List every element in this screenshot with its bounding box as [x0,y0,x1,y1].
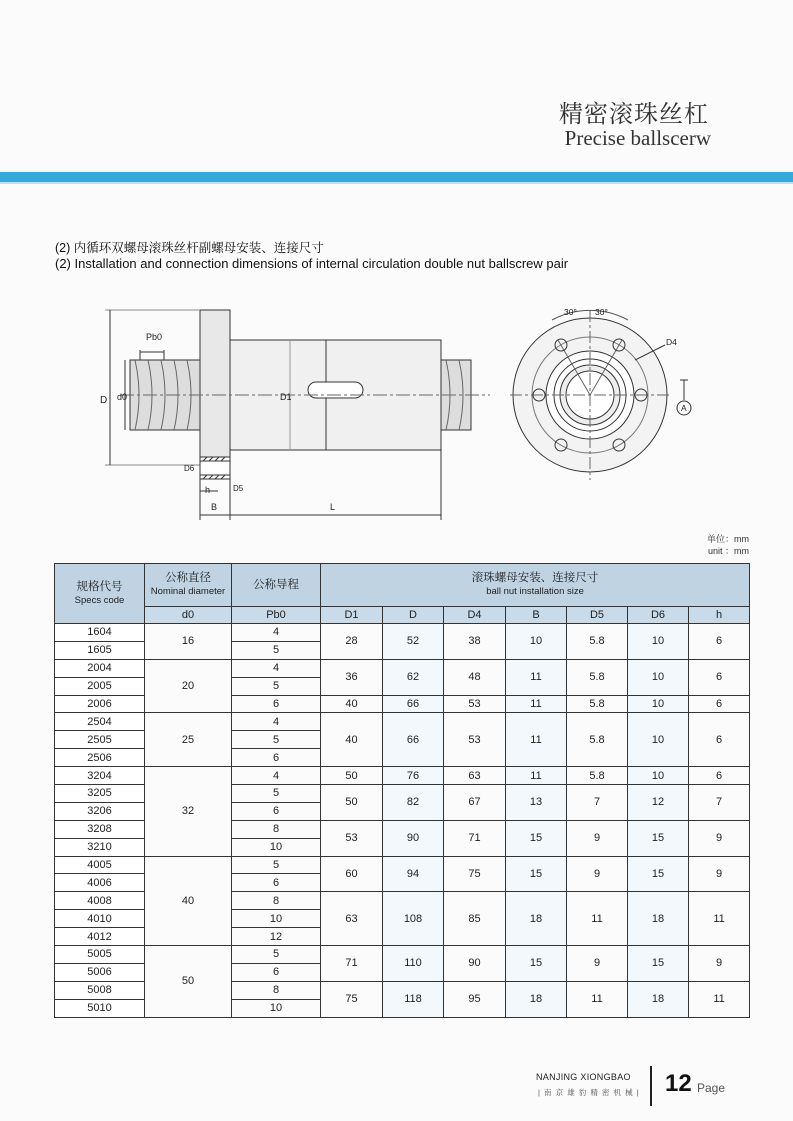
cell-h: 6 [689,713,750,767]
unit-label-en: unit ：mm [707,546,749,556]
cell-D1: 28 [321,624,383,660]
cell-D6: 12 [628,785,689,821]
header-nut-en: ball nut installation size [486,586,584,598]
cell-D4: 90 [444,946,506,982]
cell-D4: 85 [444,892,506,946]
cell-B: 11 [506,695,567,713]
cell-pb0: 6 [232,802,321,820]
cell-specs-code: 1604 [55,624,145,642]
cell-h: 9 [689,820,750,856]
subheader-pb0: Pb0 [232,607,321,624]
cell-D4: 48 [444,659,506,695]
cell-D1: 50 [321,767,383,785]
cell-d0: 20 [145,659,232,713]
subheader-d0: d0 [145,607,232,624]
cell-D: 118 [383,981,444,1017]
cell-pb0: 8 [232,820,321,838]
cell-D5: 7 [567,785,628,821]
label-d4: D4 [666,337,677,347]
cell-specs-code: 2005 [55,677,145,695]
cell-D1: 36 [321,659,383,695]
cell-D: 76 [383,767,444,785]
label-d0: d0 [117,392,128,402]
cell-specs-code: 3205 [55,785,145,803]
cell-D: 108 [383,892,444,946]
cell-D: 82 [383,785,444,821]
cell-d0: 50 [145,946,232,1018]
cell-pb0: 10 [232,910,321,928]
header-dia-cn: 公称直径 [165,572,211,585]
cell-D: 52 [383,624,444,660]
header-title-cn: 精密滚珠丝杠 [559,100,709,128]
cell-D5: 5.8 [567,659,628,695]
table-row [55,856,750,874]
cell-pb0: 5 [232,785,321,803]
cell-d0: 25 [145,713,232,767]
header-nominal-diameter [145,564,232,607]
cell-D6: 18 [628,981,689,1017]
table-row [55,624,750,642]
subheader-h: h [689,607,750,624]
cell-D4: 67 [444,785,506,821]
cell-h: 6 [689,624,750,660]
cell-D: 66 [383,695,444,713]
cell-D5: 5.8 [567,767,628,785]
cell-B: 11 [506,713,567,767]
cell-D1: 53 [321,820,383,856]
cell-h: 9 [689,856,750,892]
cell-B: 15 [506,856,567,892]
subheader-D4: D4 [444,607,506,624]
cell-h: 11 [689,892,750,946]
cell-specs-code: 3204 [55,767,145,785]
cell-D5: 11 [567,892,628,946]
label-d1: D1 [280,392,292,402]
cell-pb0: 5 [232,677,321,695]
page-number: 12 [665,1070,692,1097]
cell-specs-code: 4008 [55,892,145,910]
label-d6: D6 [184,464,195,473]
section-title-en: (2) Installation and connection dimensions of internal circulation double nut ballscrew pair [55,256,569,271]
counterbore-detail [200,457,230,479]
cell-pb0: 4 [232,659,321,677]
cell-specs-code: 4010 [55,910,145,928]
cell-pb0: 10 [232,999,321,1017]
subheader-B: B [506,607,567,624]
cell-B: 18 [506,892,567,946]
cell-D5: 5.8 [567,713,628,767]
cell-specs-code: 5006 [55,963,145,981]
cell-B: 15 [506,946,567,982]
cell-h: 11 [689,981,750,1017]
cell-specs-code: 5008 [55,981,145,999]
cell-specs-code: 1605 [55,641,145,659]
header-nut-cn: 滚珠螺母安装、连接尺寸 [471,572,599,585]
cell-specs-code: 2505 [55,731,145,749]
key-slot [308,382,363,398]
cell-D6: 10 [628,624,689,660]
cell-pb0: 10 [232,838,321,856]
cell-D5: 5.8 [567,624,628,660]
cell-D1: 63 [321,892,383,946]
header-nominal-lead [232,564,321,607]
cell-h: 6 [689,659,750,695]
section-title-cn: (2) 内循环双螺母滚珠丝杆副螺母安装、连接尺寸 [55,241,324,255]
cell-d0: 16 [145,624,232,660]
page-word: Page [697,1081,726,1095]
cell-B: 10 [506,624,567,660]
cell-D6: 10 [628,695,689,713]
cell-D5: 9 [567,820,628,856]
cell-pb0: 6 [232,749,321,767]
cell-pb0: 4 [232,624,321,642]
cell-pb0: 5 [232,856,321,874]
label-d: D [100,395,108,406]
cell-D6: 10 [628,713,689,767]
subheader-D1: D1 [321,607,383,624]
cell-pb0: 5 [232,731,321,749]
cell-D4: 63 [444,767,506,785]
table-row [55,659,750,677]
cell-D: 62 [383,659,444,695]
cell-D: 66 [383,713,444,767]
front-view-drawing [510,310,691,480]
cell-D6: 10 [628,659,689,695]
cell-pb0: 5 [232,946,321,964]
cell-specs-code: 3210 [55,838,145,856]
cell-specs-code: 4005 [55,856,145,874]
side-view-drawing [105,310,490,520]
cell-D: 94 [383,856,444,892]
cell-pb0: 6 [232,695,321,713]
cell-pb0: 4 [232,767,321,785]
cell-D5: 9 [567,946,628,982]
cell-specs-code: 5005 [55,946,145,964]
table-row [55,713,750,731]
header-specs-code [55,564,145,624]
cell-D4: 95 [444,981,506,1017]
cell-pb0: 5 [232,641,321,659]
cell-D5: 9 [567,856,628,892]
label-angle-right: 30° [595,307,608,317]
subheader-D: D [383,607,444,624]
footer-brand-en: NANJING XIONGBAO [536,1072,631,1082]
cell-D4: 53 [444,695,506,713]
specs-table-body [55,624,750,1018]
label-angle-left: 30° [564,307,577,317]
cell-specs-code: 3208 [55,820,145,838]
cell-specs-code: 3206 [55,802,145,820]
cell-h: 7 [689,785,750,821]
subheader-D6: D6 [628,607,689,624]
cell-d0: 32 [145,767,232,856]
label-datum-a: A [681,403,687,413]
cell-specs-code: 2006 [55,695,145,713]
cell-specs-code: 2506 [55,749,145,767]
header-lead-cn: 公称导程 [253,578,299,591]
flange-body [200,310,230,465]
specs-table [54,563,750,1018]
cell-B: 13 [506,785,567,821]
cell-specs-code: 5010 [55,999,145,1017]
cell-B: 11 [506,767,567,785]
cell-D4: 71 [444,820,506,856]
cell-D4: 38 [444,624,506,660]
cell-D: 110 [383,946,444,982]
cell-D6: 15 [628,820,689,856]
header-code-en: Specs code [74,594,125,606]
cell-pb0: 8 [232,892,321,910]
cell-D6: 15 [628,856,689,892]
cell-h: 6 [689,767,750,785]
cell-D6: 10 [628,767,689,785]
cell-B: 15 [506,820,567,856]
label-l: L [330,502,336,512]
cell-pb0: 6 [232,963,321,981]
footer-brand-cn: | 南 京 雄 豹 精 密 机 械 | [538,1088,640,1097]
cell-D5: 11 [567,981,628,1017]
cell-B: 18 [506,981,567,1017]
unit-label-cn: 单位：mm [707,534,749,544]
header-nut-dimensions [321,564,750,607]
cell-D4: 53 [444,713,506,767]
cell-specs-code: 4006 [55,874,145,892]
cell-D4: 75 [444,856,506,892]
cell-D1: 50 [321,785,383,821]
cell-D5: 5.8 [567,695,628,713]
label-b: B [211,502,218,512]
cell-h: 6 [689,695,750,713]
cell-D1: 71 [321,946,383,982]
cell-d0: 40 [145,856,232,945]
cell-specs-code: 2004 [55,659,145,677]
cell-specs-code: 4012 [55,928,145,946]
cell-D6: 15 [628,946,689,982]
cell-pb0: 8 [232,981,321,999]
cell-h: 9 [689,946,750,982]
cell-D1: 75 [321,981,383,1017]
cell-pb0: 4 [232,713,321,731]
cell-pb0: 12 [232,928,321,946]
cell-pb0: 6 [232,874,321,892]
footer-separator [650,1066,652,1106]
header-accent-bar-light [0,182,793,184]
subheader-D5: D5 [567,607,628,624]
header-title-en: Precise ballscerw [564,126,711,150]
cell-specs-code: 2504 [55,713,145,731]
label-pb0: Pb0 [146,332,163,342]
label-d5: D5 [233,484,244,493]
ballscrew-technical-drawing [90,295,740,525]
header-dia-en: Nominal diameter [150,586,226,598]
table-row [55,946,750,964]
label-h: h [205,485,211,495]
cell-B: 11 [506,659,567,695]
cell-D6: 18 [628,892,689,946]
cell-D1: 40 [321,713,383,767]
header-code-cn: 规格代号 [76,580,123,593]
header-accent-bar [0,172,793,182]
cell-D1: 40 [321,695,383,713]
cell-D1: 60 [321,856,383,892]
table-row [55,767,750,785]
cell-D: 90 [383,820,444,856]
